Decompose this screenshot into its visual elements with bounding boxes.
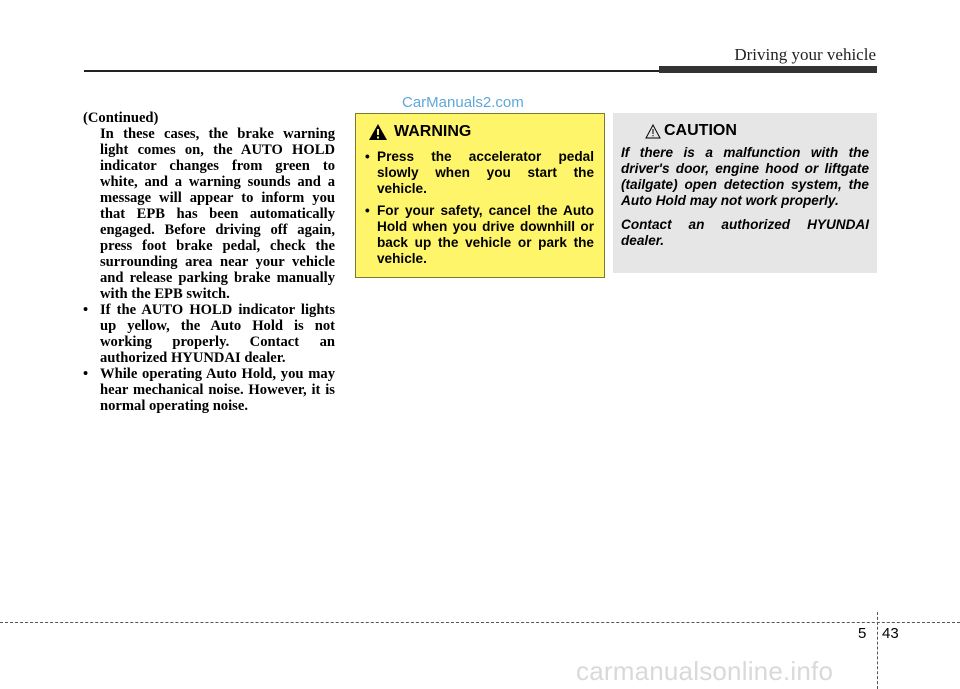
footer-rule	[0, 622, 960, 623]
caution-label: CAUTION	[664, 122, 737, 139]
list-item: • For your safety, cancel the Auto Hold when you drive downhill or back up the vehicle or park the vehicle.	[365, 203, 594, 266]
chapter-number: 5	[858, 625, 867, 642]
bullet-icon: •	[83, 366, 89, 382]
list-item: • While operating Auto Hold, you may hear mechanical noise. However, it is normal operating noise.	[83, 366, 335, 414]
bullet-icon: •	[365, 149, 370, 164]
left-column-text	[83, 110, 335, 414]
warning-label: WARNING	[394, 123, 472, 140]
warning-triangle-icon	[368, 123, 388, 141]
caution-triangle-icon	[645, 124, 661, 139]
caution-paragraph: If there is a malfunction with the driver's door, engine hood or liftgate (tailgate) open detection system, the Auto Hold may not work properly.	[621, 145, 869, 208]
warning-list	[356, 149, 604, 267]
footer-divider	[877, 612, 878, 689]
left-bullet-list	[83, 302, 335, 414]
caution-header	[645, 122, 877, 140]
list-item: • Press the accelerator pedal slowly when you start the vehicle.	[365, 149, 594, 196]
header-block	[659, 66, 877, 73]
watermark-top: CarManuals2.com	[402, 94, 524, 111]
watermark-bottom: carmanualsonline.info	[576, 656, 834, 686]
bullet-icon: •	[83, 302, 89, 318]
warning-header	[368, 123, 604, 141]
bullet-icon: •	[365, 203, 370, 218]
page-header-title: Driving your vehicle	[734, 45, 876, 64]
caution-box	[613, 113, 877, 273]
auto-hold-paragraph: In these cases, the brake warning light comes on, the AUTO HOLD indicator changes from green to white, and a warning sounds and a message will appear to inform you that EPB has been automatically engaged. Before driving off again, press foot brake pedal, check the surrounding area near your vehicle and release parking brake manually with the EPB switch.	[100, 126, 335, 302]
continued-label: (Continued)	[83, 110, 159, 126]
page-number: 43	[882, 625, 899, 642]
caution-paragraph: Contact an authorized HYUNDAI dealer.	[621, 217, 869, 248]
list-item: • If the AUTO HOLD indicator lights up yellow, the Auto Hold is not working properly. Contact an authorized HYUNDAI dealer.	[83, 302, 335, 366]
warning-box	[355, 113, 605, 278]
header-rule	[84, 70, 659, 72]
